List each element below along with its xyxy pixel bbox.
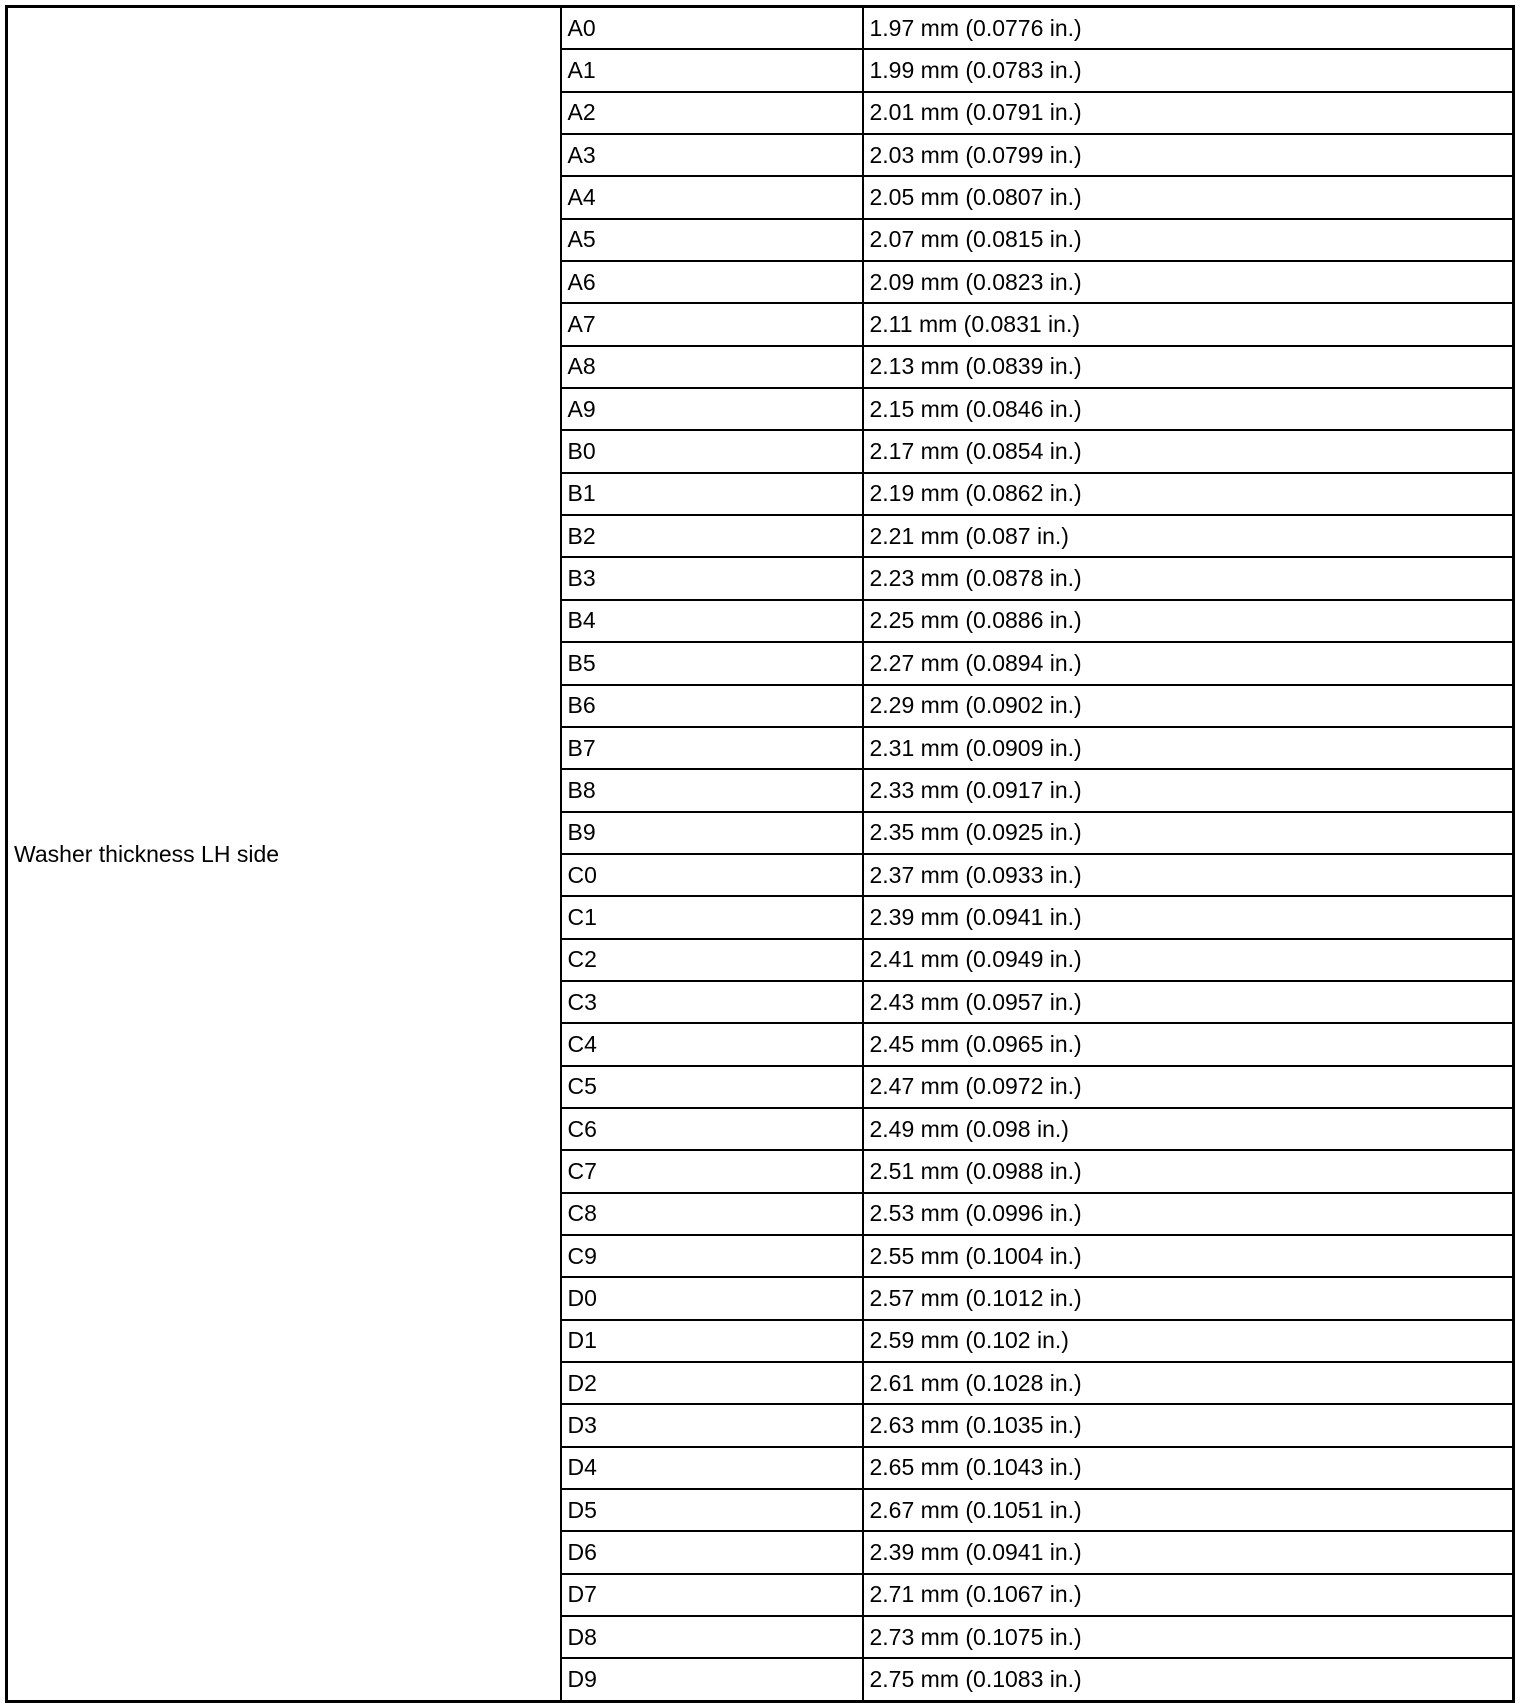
size-code-cell: B7 (561, 727, 863, 769)
size-code-cell: D7 (561, 1574, 863, 1616)
size-code-cell: D6 (561, 1531, 863, 1573)
size-code-cell: D0 (561, 1277, 863, 1319)
size-code-cell: B1 (561, 473, 863, 515)
size-code-cell: A3 (561, 134, 863, 176)
thickness-value-cell: 2.07 mm (0.0815 in.) (863, 219, 1514, 261)
thickness-value-cell: 2.61 mm (0.1028 in.) (863, 1362, 1514, 1404)
thickness-value-cell: 2.13 mm (0.0839 in.) (863, 346, 1514, 388)
size-code-cell: D3 (561, 1404, 863, 1446)
washer-thickness-table (5, 5, 1515, 1703)
size-code-cell: A6 (561, 261, 863, 303)
size-code-cell: B6 (561, 685, 863, 727)
thickness-value-cell: 2.01 mm (0.0791 in.) (863, 92, 1514, 134)
thickness-value-cell: 1.99 mm (0.0783 in.) (863, 49, 1514, 91)
thickness-value-cell: 2.75 mm (0.1083 in.) (863, 1658, 1514, 1701)
size-code-cell: D5 (561, 1489, 863, 1531)
size-code-cell: D4 (561, 1447, 863, 1489)
size-code-cell: A8 (561, 346, 863, 388)
size-code-cell: A9 (561, 388, 863, 430)
size-code-cell: C5 (561, 1066, 863, 1108)
size-code-cell: A7 (561, 303, 863, 345)
size-code-cell: B8 (561, 769, 863, 811)
size-code-cell: C2 (561, 939, 863, 981)
thickness-value-cell: 2.37 mm (0.0933 in.) (863, 854, 1514, 896)
thickness-value-cell: 2.17 mm (0.0854 in.) (863, 430, 1514, 472)
thickness-value-cell: 2.63 mm (0.1035 in.) (863, 1404, 1514, 1446)
size-code-cell: C0 (561, 854, 863, 896)
thickness-value-cell: 2.09 mm (0.0823 in.) (863, 261, 1514, 303)
thickness-value-cell: 2.55 mm (0.1004 in.) (863, 1235, 1514, 1277)
size-code-cell: C6 (561, 1108, 863, 1150)
row-group-label: Washer thickness LH side (7, 7, 561, 1702)
thickness-value-cell: 2.03 mm (0.0799 in.) (863, 134, 1514, 176)
thickness-value-cell: 2.67 mm (0.1051 in.) (863, 1489, 1514, 1531)
thickness-value-cell: 2.31 mm (0.0909 in.) (863, 727, 1514, 769)
size-code-cell: B5 (561, 642, 863, 684)
thickness-value-cell: 2.49 mm (0.098 in.) (863, 1108, 1514, 1150)
thickness-value-cell: 2.73 mm (0.1075 in.) (863, 1616, 1514, 1658)
thickness-value-cell: 2.39 mm (0.0941 in.) (863, 896, 1514, 938)
size-code-cell: A5 (561, 219, 863, 261)
thickness-value-cell: 2.41 mm (0.0949 in.) (863, 939, 1514, 981)
size-code-cell: D8 (561, 1616, 863, 1658)
table-body (7, 7, 1514, 1702)
thickness-value-cell: 2.71 mm (0.1067 in.) (863, 1574, 1514, 1616)
thickness-value-cell: 2.21 mm (0.087 in.) (863, 515, 1514, 557)
thickness-value-cell: 2.11 mm (0.0831 in.) (863, 303, 1514, 345)
thickness-value-cell: 1.97 mm (0.0776 in.) (863, 7, 1514, 50)
thickness-value-cell: 2.27 mm (0.0894 in.) (863, 642, 1514, 684)
size-code-cell: B3 (561, 557, 863, 599)
thickness-value-cell: 2.29 mm (0.0902 in.) (863, 685, 1514, 727)
thickness-value-cell: 2.19 mm (0.0862 in.) (863, 473, 1514, 515)
size-code-cell: C3 (561, 981, 863, 1023)
thickness-value-cell: 2.33 mm (0.0917 in.) (863, 769, 1514, 811)
thickness-value-cell: 2.57 mm (0.1012 in.) (863, 1277, 1514, 1319)
size-code-cell: C4 (561, 1023, 863, 1065)
size-code-cell: A0 (561, 7, 863, 50)
thickness-value-cell: 2.65 mm (0.1043 in.) (863, 1447, 1514, 1489)
thickness-value-cell: 2.45 mm (0.0965 in.) (863, 1023, 1514, 1065)
size-code-cell: A4 (561, 176, 863, 218)
thickness-value-cell: 2.59 mm (0.102 in.) (863, 1320, 1514, 1362)
thickness-value-cell: 2.47 mm (0.0972 in.) (863, 1066, 1514, 1108)
table-row (7, 7, 1514, 50)
thickness-value-cell: 2.15 mm (0.0846 in.) (863, 388, 1514, 430)
size-code-cell: B0 (561, 430, 863, 472)
thickness-value-cell: 2.25 mm (0.0886 in.) (863, 600, 1514, 642)
thickness-value-cell: 2.05 mm (0.0807 in.) (863, 176, 1514, 218)
size-code-cell: B2 (561, 515, 863, 557)
thickness-value-cell: 2.51 mm (0.0988 in.) (863, 1150, 1514, 1192)
size-code-cell: D9 (561, 1658, 863, 1701)
size-code-cell: A2 (561, 92, 863, 134)
size-code-cell: C7 (561, 1150, 863, 1192)
size-code-cell: B9 (561, 812, 863, 854)
size-code-cell: B4 (561, 600, 863, 642)
thickness-value-cell: 2.43 mm (0.0957 in.) (863, 981, 1514, 1023)
size-code-cell: D1 (561, 1320, 863, 1362)
size-code-cell: A1 (561, 49, 863, 91)
thickness-value-cell: 2.35 mm (0.0925 in.) (863, 812, 1514, 854)
size-code-cell: C8 (561, 1193, 863, 1235)
size-code-cell: C1 (561, 896, 863, 938)
size-code-cell: D2 (561, 1362, 863, 1404)
thickness-value-cell: 2.53 mm (0.0996 in.) (863, 1193, 1514, 1235)
thickness-value-cell: 2.23 mm (0.0878 in.) (863, 557, 1514, 599)
size-code-cell: C9 (561, 1235, 863, 1277)
thickness-value-cell: 2.39 mm (0.0941 in.) (863, 1531, 1514, 1573)
